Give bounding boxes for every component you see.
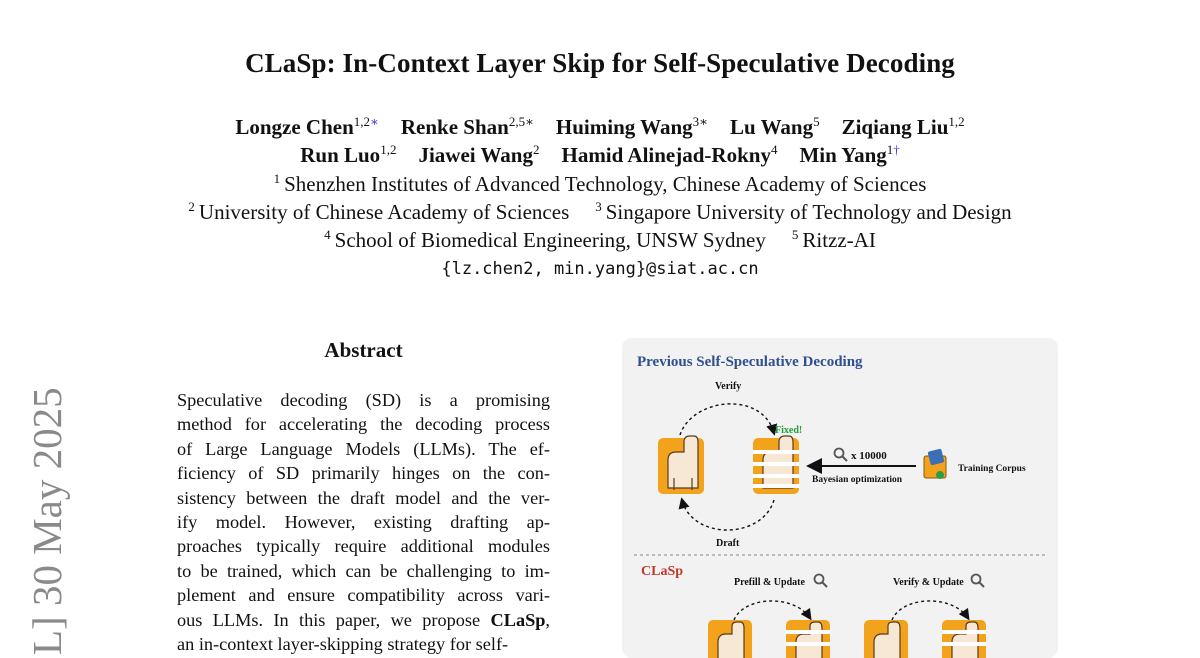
author-affiliation-sup — [533, 142, 540, 157]
prefill-arrow — [734, 601, 810, 620]
verify-label: Verify — [715, 381, 742, 392]
author-affiliation-sup — [813, 114, 820, 129]
abstract-line: ficiency of SD primarily hinges on the con- — [177, 463, 550, 484]
author-affiliation-number: 3∗ — [692, 114, 709, 129]
skipped-layer-llama-icon — [942, 620, 986, 658]
affiliation-number: 2 — [188, 199, 195, 214]
author-affiliation-sup — [887, 142, 900, 157]
author-name — [401, 114, 534, 140]
author-affiliation-sup — [693, 114, 708, 129]
prefill-update-label: Prefill & Update — [734, 577, 805, 588]
training-corpus-icon — [924, 449, 946, 479]
training-corpus-label: Training Corpus — [958, 464, 1026, 474]
author-name — [561, 142, 777, 168]
skipped-layer-llama-icon — [786, 620, 830, 658]
author-affiliation-number: 1,2 — [353, 114, 371, 129]
author-affiliation-number: 1,2 — [948, 114, 965, 129]
method-name: CLaSp — [490, 609, 546, 630]
abstract-line: proaches typically require additional modules — [177, 536, 550, 557]
author-name-text: Hamid Alinejad-Rokny — [561, 143, 771, 167]
abstract-line: Speculative decoding (SD) is a promising — [177, 390, 550, 410]
abstract-bold-suffix: , — [545, 609, 550, 630]
abstract-heading: Abstract — [324, 338, 403, 362]
search-icon — [815, 575, 828, 588]
contact-email[interactable]: {lz.chen2, min.yang}@siat.ac.cn — [441, 259, 759, 279]
abstract-line: method for accelerating the decoding process — [177, 414, 550, 435]
affiliation-number: 4 — [324, 227, 331, 242]
author-name — [235, 114, 379, 140]
figure-bottom-title: CLaSp — [641, 564, 684, 579]
affiliation-number: 3 — [595, 199, 602, 214]
abstract-line-text: ous LLMs. In this paper, we propose — [177, 609, 481, 630]
paper-title: CLaSp: In-Context Layer Skip for Self-Speculative Decoding — [245, 48, 955, 78]
affiliation-line-2 — [0, 199, 1200, 225]
author-name-text: Lu Wang — [730, 115, 814, 139]
author-name-text: Ziqiang Liu — [841, 115, 949, 139]
author-footnote-mark[interactable]: † — [893, 142, 900, 157]
abstract-line: plement and ensure compatibility across vari- — [177, 585, 550, 606]
verify-arrow — [680, 404, 774, 435]
affiliation-line-1 — [0, 171, 1200, 197]
search-icon — [972, 575, 985, 588]
author-affiliation-number: 1,2 — [380, 142, 397, 157]
author-line-1 — [0, 114, 1200, 140]
author-affiliation-number: 4 — [770, 142, 778, 157]
affiliation-number: 1 — [273, 171, 281, 186]
affiliation-text: Singapore University of Technology and Design — [605, 200, 1012, 224]
abstract-body — [177, 388, 550, 656]
abstract-line: an in-context layer-skipping strategy for self- — [177, 634, 509, 655]
author-affiliation-number: 1 — [886, 142, 894, 157]
affiliation-number: 5 — [791, 227, 799, 242]
author-name — [556, 114, 708, 140]
method-figure — [622, 338, 1058, 658]
author-affiliation-sup — [948, 114, 964, 129]
abstract-line-with-bold — [177, 608, 550, 632]
affiliation-text: Ritzz-AI — [802, 228, 876, 252]
author-affiliation-sup — [771, 142, 778, 157]
author-name-text: Longze Chen — [235, 115, 354, 139]
author-name — [842, 114, 965, 140]
fixed-label: Fixed! — [775, 425, 803, 436]
author-name-text: Jiawei Wang — [418, 143, 533, 167]
llama-icon — [864, 620, 908, 658]
verify-update-arrow — [892, 601, 968, 620]
abstract-line: ify model. However, existing drafting ap- — [177, 512, 550, 533]
figure-top-title: Previous Self-Speculative Decoding — [637, 354, 863, 370]
author-affiliation-sup — [354, 114, 379, 129]
iterations-label: x 10000 — [851, 450, 887, 462]
author-affiliation-number: 5 — [813, 114, 820, 129]
author-name-text: Renke Shan — [400, 115, 509, 139]
draft-arrow — [682, 500, 774, 530]
abstract-line: of Large Language Models (LLMs). The ef- — [177, 438, 550, 459]
author-affiliation-number: 2,5∗ — [508, 114, 534, 129]
author-line-2 — [0, 142, 1200, 168]
draft-label: Draft — [716, 538, 740, 549]
affiliation-text: University of Chinese Academy of Sciences — [198, 200, 570, 224]
arxiv-stamp: L] 30 May 2025 — [24, 387, 70, 655]
affiliation-line-3 — [0, 227, 1200, 253]
abstract-line: sistency between the draft model and the ver- — [177, 487, 550, 508]
affiliation-text: Shenzhen Institutes of Advanced Technology, Chinese Academy of Sciences — [284, 172, 927, 196]
author-name — [799, 142, 899, 168]
search-icon — [835, 449, 848, 462]
author-footnote-mark[interactable]: ∗ — [370, 114, 379, 129]
author-name — [418, 142, 539, 168]
author-name — [730, 114, 820, 140]
author-name-text: Huiming Wang — [555, 115, 693, 139]
affiliation-text: School of Biomedical Engineering, UNSW Sydney — [334, 228, 766, 252]
figure-canvas — [622, 338, 1058, 658]
llama-icon — [708, 620, 752, 658]
verify-update-label: Verify & Update — [893, 577, 964, 588]
author-name-text: Min Yang — [799, 143, 887, 167]
author-affiliation-sup — [509, 114, 534, 129]
bayesian-label: Bayesian optimization — [812, 475, 902, 485]
llama-icon — [658, 436, 704, 494]
abstract-line: to be trained, which can be challenging to im- — [177, 560, 550, 581]
author-name-text: Run Luo — [300, 143, 381, 167]
author-affiliation-sup — [380, 142, 396, 157]
author-affiliation-number: 2 — [532, 142, 540, 157]
author-name — [300, 142, 396, 168]
skipped-layer-llama-icon — [753, 436, 799, 494]
